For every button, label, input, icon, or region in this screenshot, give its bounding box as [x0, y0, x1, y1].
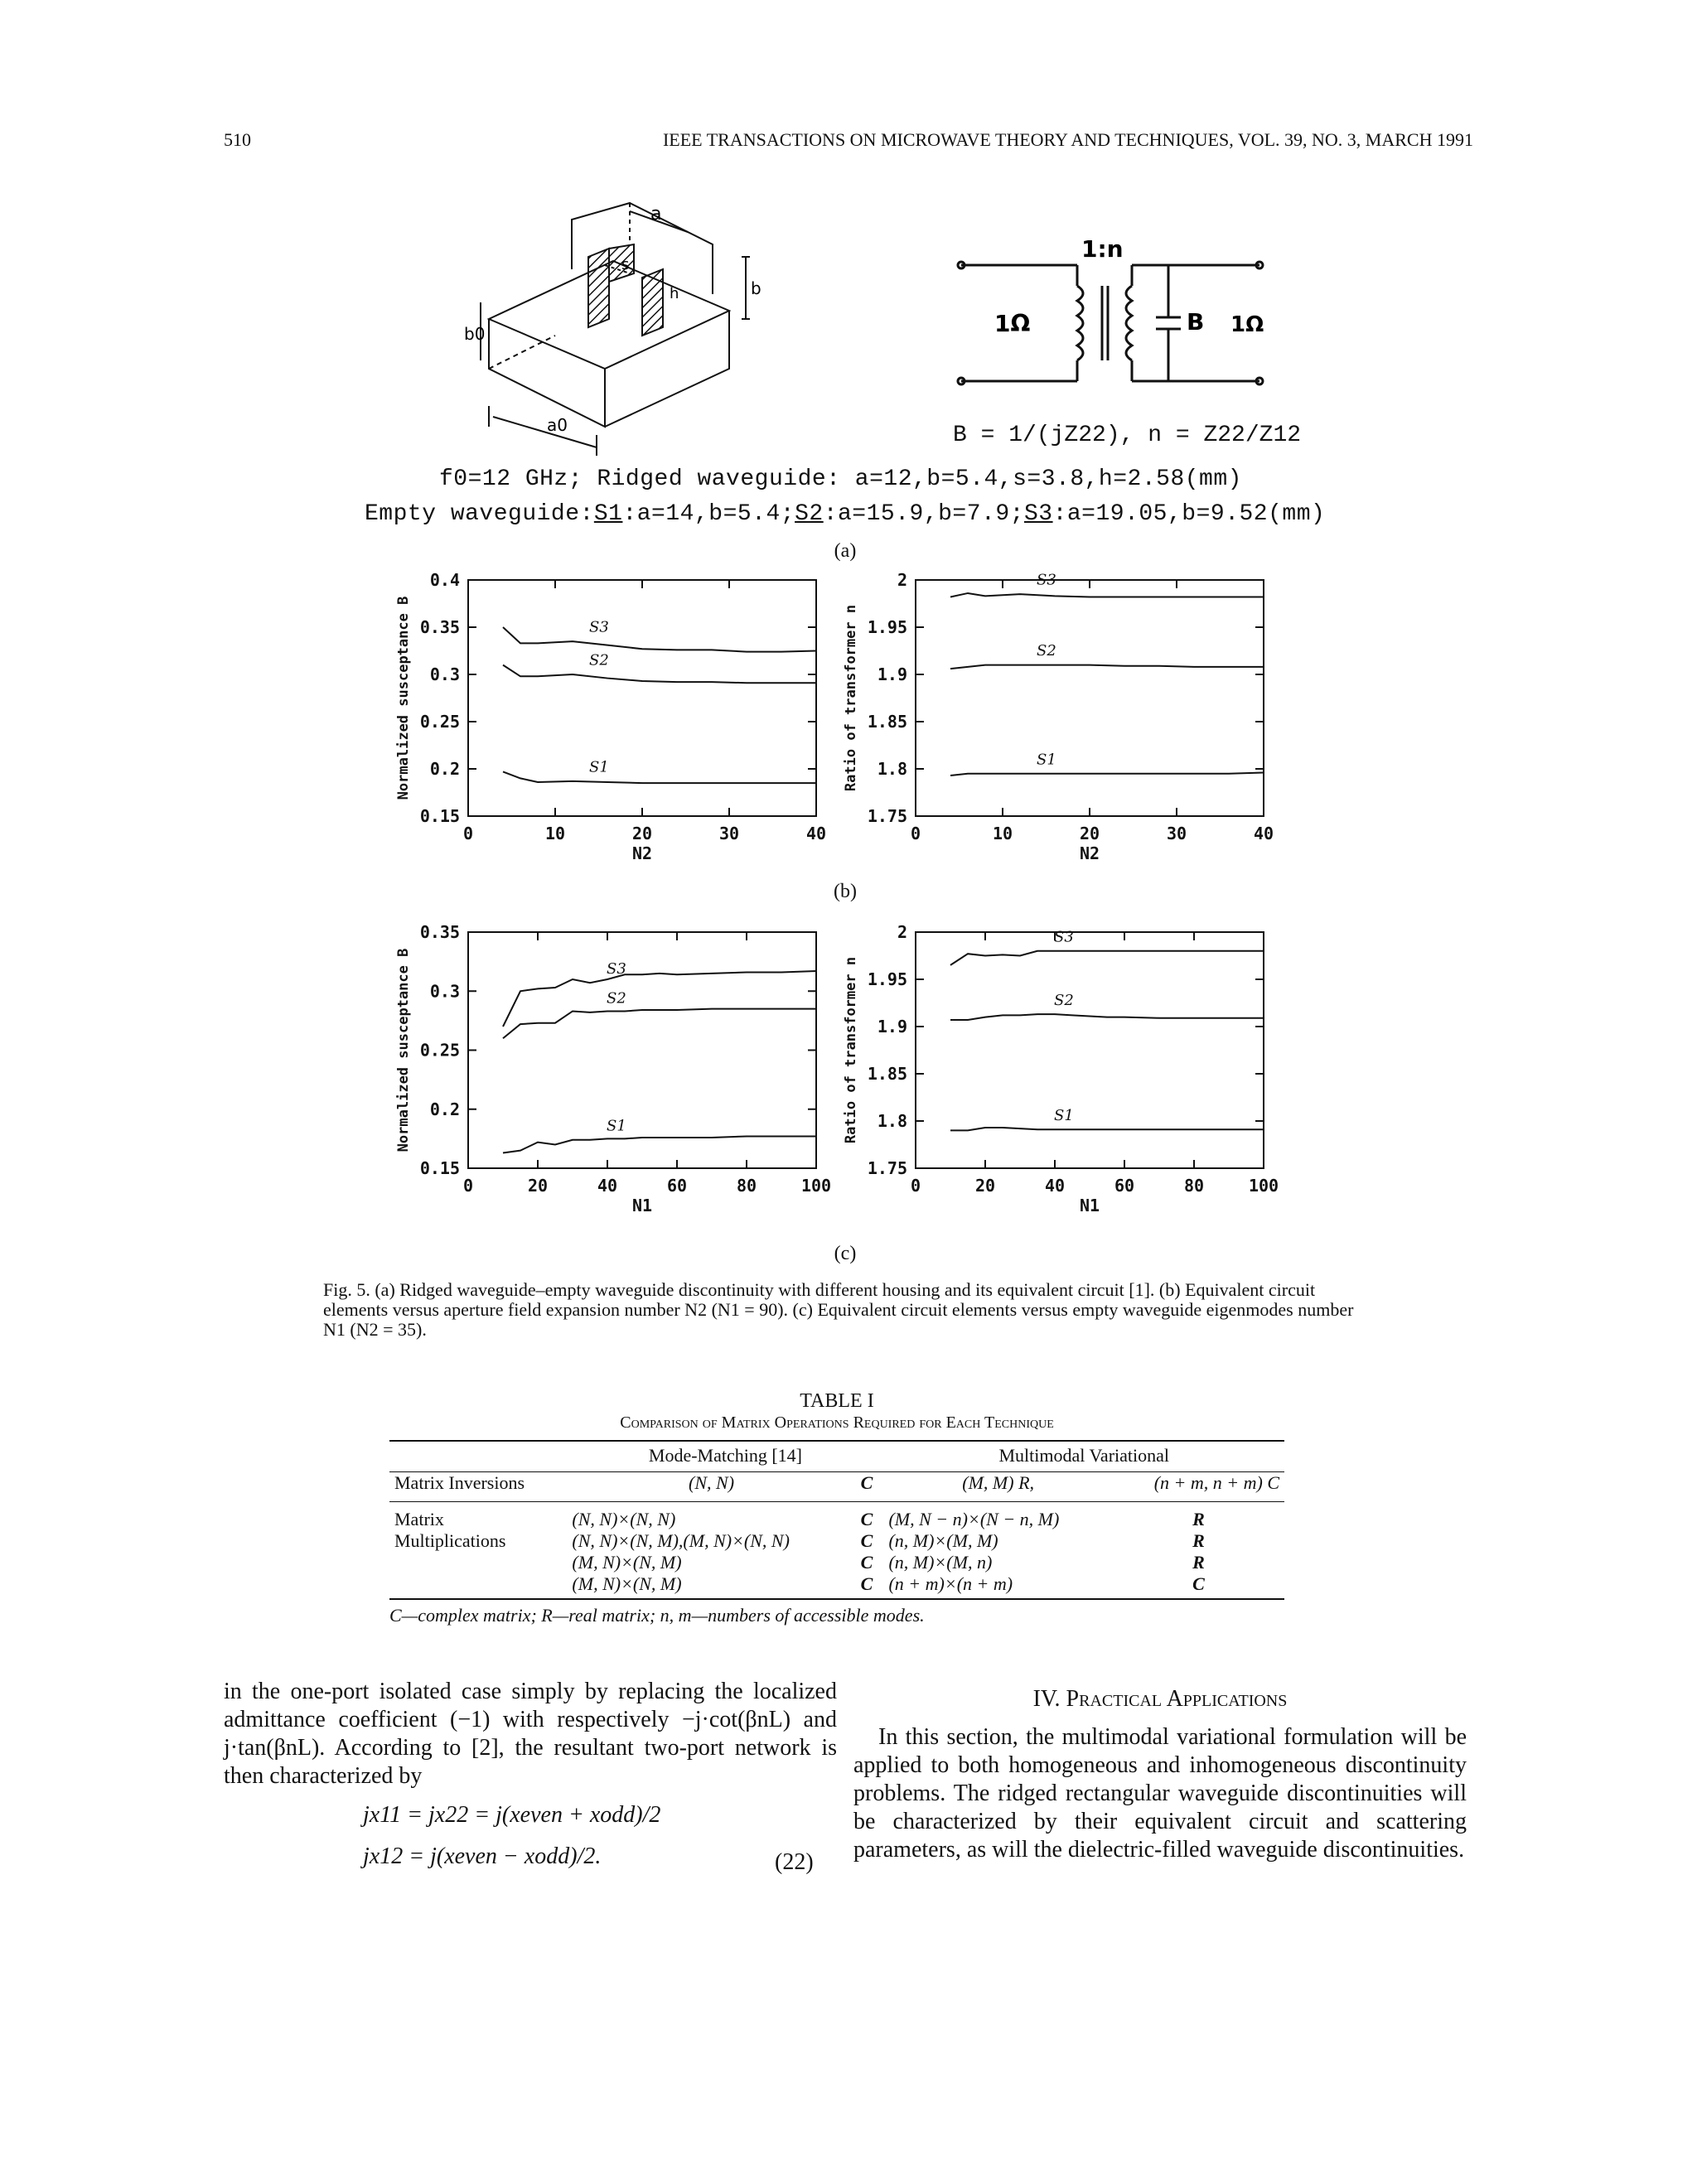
inv-mm: (N, N) [689, 1471, 735, 1493]
y-tick-label: 0.2 [429, 1099, 460, 1119]
series-label-s2: S2 [1054, 991, 1074, 1009]
left-column-paragraph: in the one-port isolated case simply by replacing the localized admittance coefficient (−1) with respectively −j·cot(βnL) and j·tan(βnL). According to [2], the resultant two-port network is then characterized by [224, 1679, 837, 1789]
series-line-s2 [950, 1014, 1264, 1020]
y-axis-label: Ratio of transformer n [843, 604, 859, 792]
series-label-s3: S3 [1037, 571, 1056, 589]
x-tick-label: 20 [631, 824, 653, 843]
col-mode-matching: Mode-Matching [14] [648, 1445, 803, 1466]
series-label-s3: S3 [607, 959, 626, 978]
series-label-s3: S3 [1054, 928, 1074, 946]
series-line-s2 [950, 665, 1264, 669]
figure-caption: Fig. 5. (a) Ridged waveguide–empty waveguide discontinuity with different housing and its equivalent circuit [1]. (b) Equivalent circuit elements versus aperture field expansion number N2 (N1 = 90). (c) Equivalent circuit elements versus empty waveguide eigenmodes number N1 (N2 = 35). [323, 1279, 1354, 1340]
x-tick-label: 100 [800, 1176, 832, 1196]
series-label-s2: S2 [607, 989, 626, 1007]
series-line-s1 [503, 1137, 816, 1153]
chart-c-susceptance [389, 916, 837, 1239]
x-tick-label: 20 [974, 1176, 996, 1196]
y-tick-label: 0.15 [419, 1158, 460, 1178]
y-tick-label: 0.3 [429, 981, 460, 1002]
table-subtitle: Comparison of Matrix Operations Required for Each Technique [620, 1413, 1054, 1432]
y-tick-label: 0.35 [419, 922, 460, 942]
x-tick-label: 30 [718, 824, 740, 843]
plot-frame [916, 580, 1264, 816]
y-tick-label: 2 [897, 922, 907, 942]
x-tick-label: 0 [910, 1176, 921, 1196]
s2-value: :a=15.9,b=7.9; [823, 501, 1024, 527]
equation-number: (22) [775, 1849, 814, 1875]
series-label-s1: S1 [589, 758, 609, 776]
section-title: IV. Practical Applications [1032, 1686, 1288, 1712]
right-column-paragraph: In this section, the multimodal variational formulation will be applied to both homogeneous and inhomogeneous discontinuity problems. The ridged rectangular waveguide discontinuities will be characterized by their equivalent circuit and scattering parameters, as will the dielectric-filled waveguide discontinuities. [853, 1724, 1467, 1863]
y-tick-label: 1.85 [867, 1064, 907, 1084]
x-tick-label: 40 [1044, 1176, 1066, 1196]
y-tick-label: 1.75 [867, 806, 907, 826]
dim-b: b [751, 278, 761, 298]
plot-frame [468, 932, 816, 1168]
x-tick-label: 10 [544, 824, 566, 843]
series-line-s1 [950, 773, 1264, 776]
x-axis-label: N2 [1079, 843, 1100, 863]
y-axis-label: Ratio of transformer n [843, 956, 859, 1144]
chart-b-susceptance [389, 563, 837, 887]
series-line-s2 [503, 665, 816, 684]
series-line-s2 [503, 1009, 816, 1039]
table-cell: C [860, 1551, 873, 1573]
series-line-s3 [503, 971, 816, 1027]
series-label-s2: S2 [1037, 642, 1056, 660]
y-tick-label: 0.15 [419, 806, 460, 826]
equation-22a: jx11 = jx22 = j(xeven + xodd)/2 [363, 1802, 661, 1828]
x-tick-label: 60 [1114, 1176, 1135, 1196]
y-tick-label: 1.8 [877, 1111, 907, 1131]
table-cell: (n + m)×(n + m) [888, 1573, 1013, 1594]
series-line-s1 [950, 1128, 1264, 1130]
s2-label: S2 [795, 501, 824, 527]
x-tick-label: 30 [1166, 824, 1187, 843]
x-tick-label: 60 [666, 1176, 688, 1196]
equivalent-circuit [945, 240, 1293, 389]
empty-waveguide-label: Empty waveguide: [365, 501, 594, 527]
y-axis-label: Normalized susceptance B [395, 948, 412, 1152]
y-tick-label: 1.9 [877, 664, 907, 684]
table-cell: C [860, 1508, 873, 1529]
dim-b0: b0 [464, 324, 486, 344]
y-tick-label: 1.8 [877, 759, 907, 779]
row-label-multiplications-2: Multiplications [394, 1529, 506, 1551]
table-cell: (M, N − n)×(N − n, M) [888, 1508, 1060, 1529]
series-label-s1: S1 [607, 1117, 626, 1135]
table-footnote: C—complex matrix; R—real matrix; n, m—numbers of accessible modes. [389, 1604, 925, 1626]
y-tick-label: 1.95 [867, 969, 907, 989]
x-tick-label: 20 [1079, 824, 1100, 843]
figure-param-line-1: f0=12 GHz; Ridged waveguide: a=12,b=5.4,s=3.8,h=2.58(mm) [439, 466, 1242, 492]
x-tick-label: 40 [597, 1176, 618, 1196]
y-tick-label: 1.95 [867, 617, 907, 637]
turns-ratio-label: 1:n [1081, 240, 1124, 263]
inv-mv1: (M, M) R, [962, 1471, 1035, 1493]
table-cell: (n, M)×(M, n) [888, 1551, 993, 1573]
s1-label: S1 [593, 501, 623, 527]
dim-a: a [650, 204, 662, 225]
ridged-waveguide-drawing [464, 195, 812, 468]
table-cell: (n, M)×(M, M) [888, 1529, 998, 1551]
x-tick-label: 40 [1253, 824, 1274, 843]
x-tick-label: 40 [805, 824, 827, 843]
series-label-s1: S1 [1054, 1106, 1074, 1124]
x-tick-label: 80 [1183, 1176, 1205, 1196]
susceptance-label: B [1187, 308, 1205, 336]
x-tick-label: 0 [462, 824, 474, 843]
table-cell: (M, N)×(N, M) [572, 1551, 682, 1573]
col-multimodal-variational: Multimodal Variational [998, 1445, 1169, 1466]
row-label-inversions: Matrix Inversions [394, 1471, 525, 1493]
y-tick-label: 1.9 [877, 1017, 907, 1036]
inv-mv2: (n + m, n + m) C [1153, 1471, 1279, 1493]
table-cell: C [1192, 1573, 1205, 1594]
table-cell: R [1192, 1529, 1205, 1551]
table-cell: C [860, 1573, 873, 1594]
series-line-s3 [950, 951, 1264, 965]
y-axis-label: Normalized susceptance B [395, 596, 412, 800]
x-tick-label: 100 [1248, 1176, 1279, 1196]
y-tick-label: 1.75 [867, 1158, 907, 1178]
series-line-s3 [950, 593, 1264, 597]
page-number: 510 [224, 129, 251, 150]
subfigure-b-label: (b) [834, 881, 857, 902]
inv-mm-type: C [860, 1471, 873, 1493]
x-tick-label: 10 [992, 824, 1013, 843]
x-tick-label: 0 [462, 1176, 474, 1196]
s3-label: S3 [1023, 501, 1053, 527]
x-tick-label: 80 [736, 1176, 757, 1196]
left-resistor-label: 1Ω [994, 310, 1031, 337]
plot-frame [916, 932, 1264, 1168]
dim-h: h [670, 285, 679, 302]
y-tick-label: 0.25 [419, 1040, 460, 1061]
series-line-s3 [503, 627, 816, 652]
chart-c-transformer-ratio [837, 916, 1284, 1239]
series-label-s2: S2 [589, 651, 609, 669]
y-tick-label: 0.25 [419, 712, 460, 732]
table-cell: R [1192, 1551, 1205, 1573]
subfigure-a-label: (a) [834, 540, 857, 562]
circuit-formula: B = 1/(jZ22), n = Z22/Z12 [953, 423, 1302, 448]
table-cell: (N, N)×(N, N) [572, 1508, 676, 1529]
table-cell: (N, N)×(N, M),(M, N)×(N, N) [572, 1529, 790, 1551]
series-line-s1 [503, 771, 816, 783]
table-cell: R [1192, 1508, 1205, 1529]
right-resistor-label: 1Ω [1230, 312, 1264, 337]
series-label-s1: S1 [1037, 751, 1056, 769]
table-cell: C [860, 1529, 873, 1551]
s1-value: :a=14,b=5.4; [622, 501, 795, 527]
x-axis-label: N1 [631, 1196, 653, 1215]
y-tick-label: 2 [897, 570, 907, 590]
dim-a0: a0 [547, 415, 568, 435]
figure-param-line-2 [365, 501, 1325, 527]
running-head [224, 129, 1473, 162]
row-label-multiplications-1: Matrix [394, 1508, 444, 1529]
y-tick-label: 0.4 [429, 570, 460, 590]
x-tick-label: 0 [910, 824, 921, 843]
subfigure-c-label: (c) [834, 1243, 857, 1264]
x-axis-label: N1 [1079, 1196, 1100, 1215]
s3-value: :a=19.05,b=9.52(mm) [1052, 501, 1326, 527]
y-tick-label: 1.85 [867, 712, 907, 732]
x-tick-label: 20 [527, 1176, 549, 1196]
y-tick-label: 0.35 [419, 617, 460, 637]
equation-22b: jx12 = j(xeven − xodd)/2. [363, 1843, 602, 1869]
y-tick-label: 0.3 [429, 664, 460, 684]
table-title: TABLE I [800, 1390, 874, 1412]
table-cell: (M, N)×(N, M) [572, 1573, 682, 1594]
matrix-operations-table [389, 1440, 1284, 1626]
series-label-s3: S3 [589, 618, 609, 636]
plot-frame [468, 580, 816, 816]
x-axis-label: N2 [631, 843, 653, 863]
y-tick-label: 0.2 [429, 759, 460, 779]
dim-s: s [621, 256, 630, 273]
chart-b-transformer-ratio [837, 563, 1284, 887]
journal-title: IEEE TRANSACTIONS ON MICROWAVE THEORY AND TECHNIQUES, VOL. 39, NO. 3, MARCH 1991 [662, 129, 1473, 150]
